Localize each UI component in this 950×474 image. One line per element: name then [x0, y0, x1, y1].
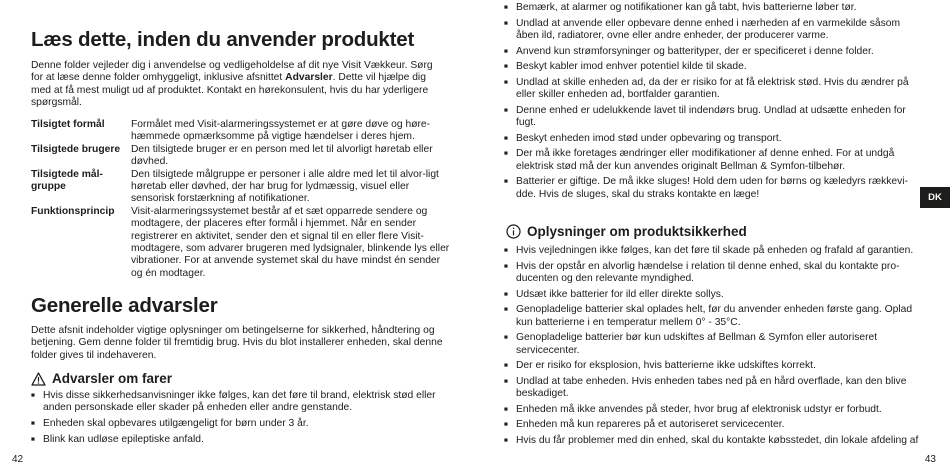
list-item: ■ Enheden skal opbevares utilgængeligt for børn under 3 år.: [31, 418, 446, 430]
list-item: ■ Der er risiko for eksplosion, hvis batterierne ikke udskiftes korrekt.: [504, 360, 924, 372]
safety-heading-text: Oplysninger om produktsikkerhed: [527, 224, 747, 239]
list-item: ■ Undlad at tabe enheden. Hvis enheden tabes ned på en hård overflade, kan den blive beskadiget.: [504, 376, 924, 401]
info-icon: [506, 224, 521, 239]
definition-term: Tilsigtet formål: [31, 119, 105, 130]
definition-desc: Den tilsigtede bruger er en person med let til alvorligt høretab eller døvhed.: [131, 143, 433, 168]
list-item: ■ Undlad at anvende eller opbevare denne enhed i nærheden af en varmekilde såsom åben ild, radiatorer, ovne eller andre enheder, der producerer varme.: [504, 18, 924, 43]
definition-desc: Den tilsigtede målgruppe er personer i alle aldre med let til alvor-ligt høretab eller døvhed, der har brug for lydmæssig, visuel eller sensorisk forstærkning af notifikationer.: [131, 168, 439, 205]
list-item: ■ Batterier er giftige. De må ikke sluges! Hold dem uden for børns og kæledyrs rækkevi-dde. Hvis de sluges, skal du straks kontakte en læge!: [504, 176, 924, 201]
definitions-list: [31, 119, 451, 280]
definition-term: Funktionsprincip: [31, 205, 115, 217]
page-number: 43: [924, 454, 936, 465]
definition-row: [31, 169, 451, 206]
list-item: ■ Enheden må ikke anvendes på steder, hvor brug af elektronisk udstyr er forbudt.: [504, 404, 924, 416]
section-title: Generelle advarsler: [31, 294, 218, 317]
definition-row: [31, 144, 451, 169]
safety-heading: [506, 224, 747, 239]
intro-text-b: . Dette vil hjælpe dig med at få mest muligt ud af produktet. Kontakt en hørekonsulent, hvis du har yderligere spørgsmål.: [31, 72, 429, 109]
list-item: ■ Der må ikke foretages ændringer eller modifikationer af denne enhed. For at undgå elektrisk stød må der kun anvendes originalt Bellman & Symfon-tilbehør.: [504, 148, 924, 173]
definition-row: [31, 206, 451, 280]
list-item: ■ Enheden må kun repareres på et autoriseret servicecenter.: [504, 419, 924, 431]
page-title: Læs dette, inden du anvender produktet: [31, 28, 415, 51]
definition-row: [31, 119, 451, 144]
intro-text-a: Denne folder vejleder dig i anvendelse og vedligeholdelse af dit nye Visit Vækkeur. Sørg for at læse denne folder omhyggeligt, inklusive afsnittet: [31, 60, 433, 84]
list-item: ■ Hvis disse sikkerhedsanvisninger ikke følges, kan det føre til brand, elektrisk stød eller anden personskade eller skader på enheden eller andre genstande.: [31, 390, 446, 415]
intro-bold: Advarsler: [285, 72, 333, 84]
danger-list: [31, 390, 446, 449]
page-number: 42: [12, 454, 24, 465]
list-item: ■ Hvis du får problemer med din enhed, skal du kontakte købsstedet, din lokale afdeling af: [504, 435, 924, 447]
list-item: ■ Genopladelige batterier bør kun udskiftes af Bellman & Symfon eller autoriseret servicecenter.: [504, 332, 924, 357]
language-tab: DK: [920, 187, 950, 208]
danger-heading-text: Advarsler om farer: [52, 371, 173, 386]
warning-icon: [31, 372, 46, 386]
right-page: [480, 0, 950, 474]
list-item: ■ Anvend kun strømforsyninger og batterityper, der er specificeret i denne folder.: [504, 46, 924, 58]
safety-list: [504, 245, 924, 451]
list-item: ■ Undlad at skille enheden ad, da der er risiko for at få elektrisk stød. Hvis du ændrer på eller skiller enheden ad, bortfalder garantien.: [504, 77, 924, 102]
danger-heading: [31, 371, 172, 386]
definition-desc: Visit-alarmeringssystemet består af et sæt opparrede sendere og modtagere, der placeres efter formål i hjemmet. Når en sender registrerer en aktivitet, sender den et signal til en eller flere Visit-modtagere, som advarer brugeren med lydsignaler, blinkende lys eller vibrationer. For at anvende systemet skal du have mindst én sender og én modtager.: [131, 205, 450, 279]
list-item: ■ Hvis der opstår en alvorlig hændelse i relation til denne enhed, skal du kontakte pro-ducenten og den relevante myndighed.: [504, 261, 924, 286]
intro-paragraph: [31, 60, 443, 110]
list-item: ■ Denne enhed er udelukkende lavet til indendørs brug. Undlad at udsætte enheden for fugt.: [504, 105, 924, 130]
definition-term: Tilsigtede brugere: [31, 143, 121, 155]
list-item: ■ Blink kan udløse epileptiske anfald.: [31, 434, 446, 446]
list-item: ■ Beskyt enheden imod stød under opbevaring og transport.: [504, 133, 924, 145]
list-item: ■ Genopladelige batterier skal oplades helt, før du anvender enheden første gang. Oplad kun batterierne i en temperatur mellem 0° - 35°C.: [504, 304, 924, 329]
definition-desc: Formålet med Visit-alarmeringssystemet er at gøre døve og høre-hæmmede opmærksomme på vigtige hændelser i deres hjem.: [131, 119, 431, 143]
list-item: ■ Hvis vejledningen ikke følges, kan det føre til skade på enheden og frafald af garantien.: [504, 245, 924, 257]
list-item: ■ Bemærk, at alarmer og notifikationer kan gå tabt, hvis batterierne løber tør.: [504, 2, 924, 14]
list-item: ■ Udsæt ikke batterier for ild eller direkte sollys.: [504, 289, 924, 301]
list-item: ■ Beskyt kabler imod enhver potentiel kilde til skade.: [504, 61, 924, 73]
definition-term: Tilsigtede mål-gruppe: [31, 168, 103, 193]
warnings-list: [504, 2, 924, 204]
general-paragraph: Dette afsnit indeholder vigtige oplysninger om betingelserne for sikkerhed, håndtering og betjening. Gem denne folder til fremtidig brug. Hvis du blot installerer enheden, skal denne folder gives til indehaveren.: [31, 325, 443, 361]
left-page: [0, 0, 470, 474]
